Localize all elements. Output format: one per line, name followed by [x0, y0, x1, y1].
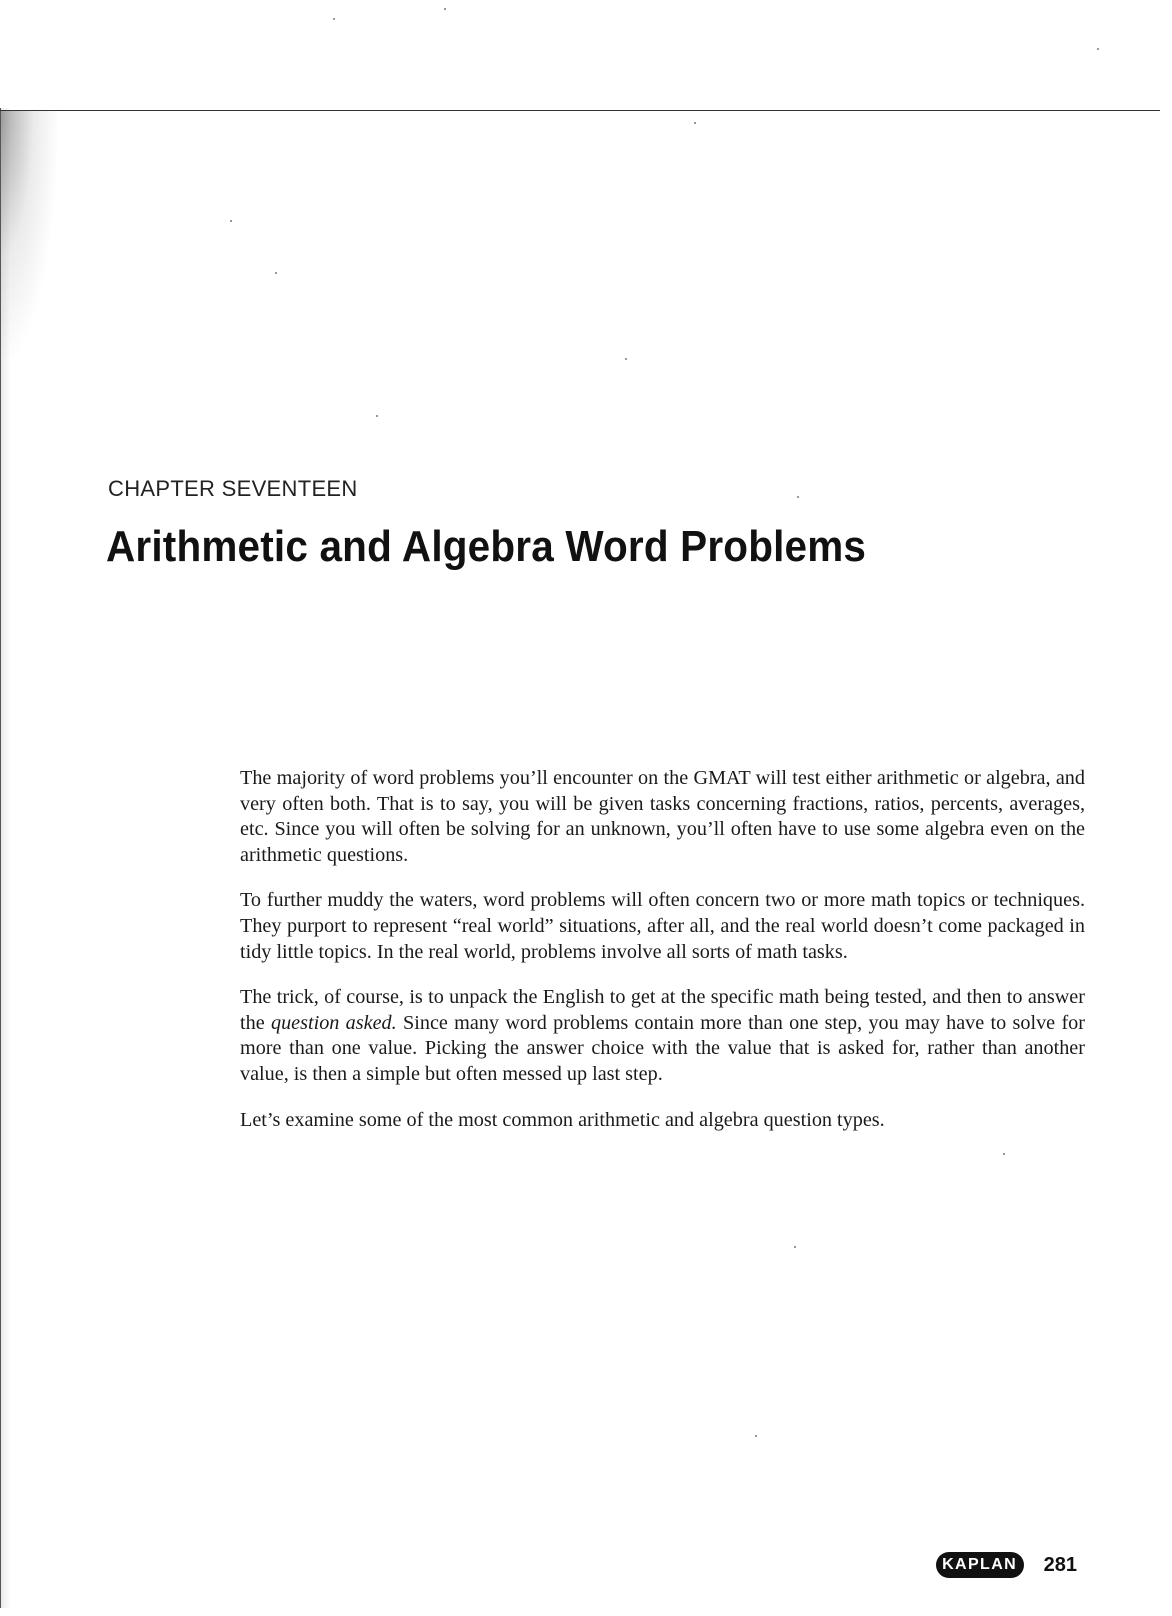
scan-speck [1097, 48, 1099, 50]
scan-speck [376, 415, 378, 417]
scan-speck [1003, 1153, 1005, 1155]
scan-speck [794, 1246, 796, 1248]
scan-speck [625, 358, 627, 360]
chapter-title: Arithmetic and Algebra Word Problems [106, 522, 867, 571]
scan-speck [230, 220, 232, 222]
intro-paragraph-3 [240, 985, 1085, 1087]
scan-speck [694, 122, 696, 124]
question-asked-emphasis: question asked. [270, 1011, 397, 1034]
page-footer [936, 1552, 1077, 1578]
chapter-label: CHAPTER SEVENTEEN [108, 476, 358, 501]
intro-paragraph-3-text: Since many word problems contain more than one step, you may have to solve for more than one value. Picking the answer choice with the value that is asked for, rather than another value, is then a simple but often messed up last step. [240, 1011, 1085, 1085]
intro-paragraph-3-text: The trick, of course, is to unpack the English to get at the specific math being tested, and then to answer the [240, 986, 1085, 1034]
scan-speck [797, 496, 799, 498]
scan-speck [333, 18, 335, 20]
scan-speck [755, 1435, 757, 1437]
kaplan-logo: KAPLAN [936, 1552, 1024, 1578]
header-rule [0, 110, 1160, 111]
scan-speck [275, 272, 277, 274]
intro-paragraph-1: The majority of word problems you’ll encounter on the GMAT will test either arithmetic or algebra, and very often both. That is to say, you will be given tasks concerning fractions, ratios, percents, averages, etc. Since you will often be solving for an unknown, you’ll often have to use some algebra even on the arithmetic questions. [240, 767, 1085, 866]
chapter-intro [240, 766, 1085, 1153]
intro-paragraph-4: Let’s examine some of the most common arithmetic and algebra question types. [240, 1108, 885, 1131]
scan-speck [444, 8, 446, 10]
scan-binding-edge [0, 108, 11, 1608]
intro-paragraph-2: To further muddy the waters, word problems will often concern two or more math topics or techniques. They purport to represent “real world” situations, after all, and the real world doesn’t come packaged in tidy little topics. In the real world, problems involve all sorts of math tasks. [240, 889, 1085, 963]
page-number: 281 [1043, 1553, 1077, 1576]
